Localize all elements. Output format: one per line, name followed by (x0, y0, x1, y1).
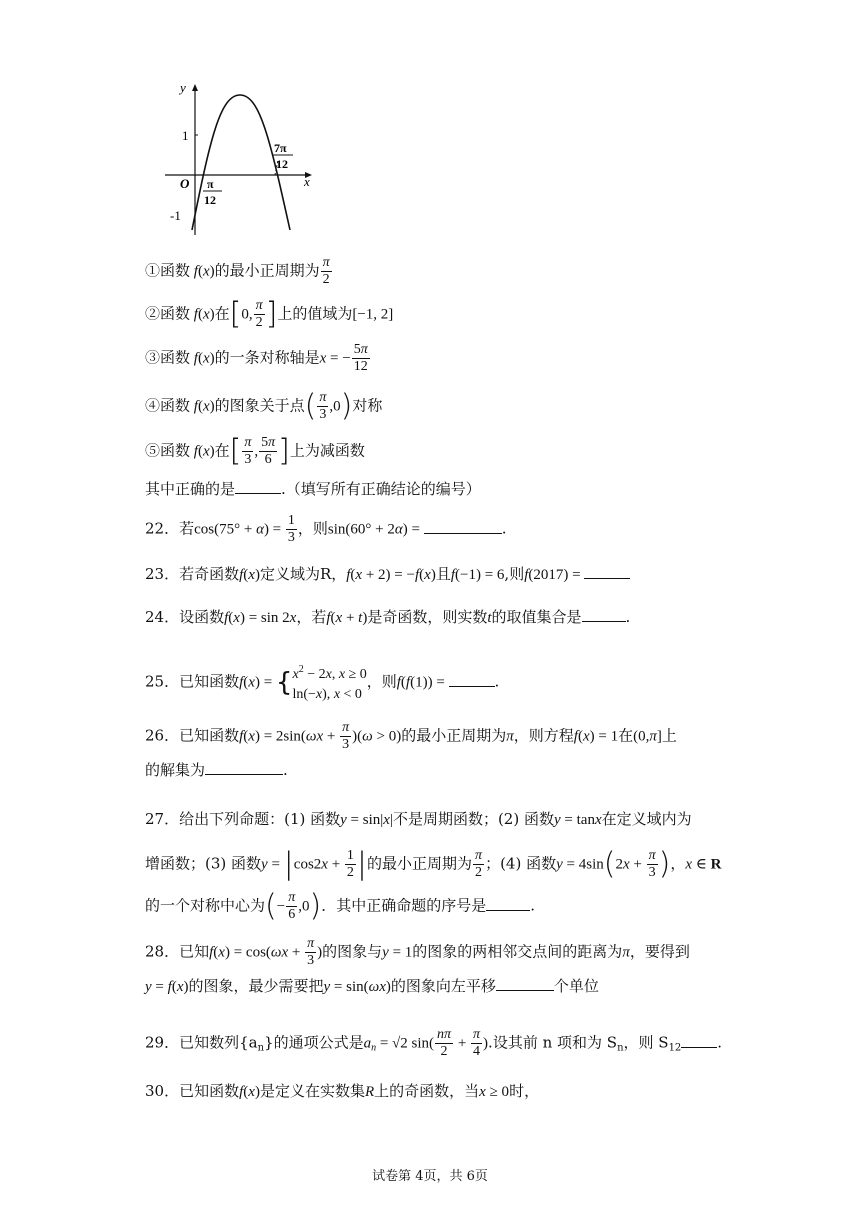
question-30: 30．已知函数f(x)是定义在实数集R上的奇函数，当x ≥ 0时， (145, 1082, 540, 1100)
q21-prompt: 其中正确的是 .（填写所有正确结论的编号） (145, 480, 481, 498)
statement-3: ③函数 f(x)的一条对称轴是x = − $\frac{5\pi}{12}$ (145, 342, 368, 374)
origin-label: O (180, 176, 190, 191)
function-graph (160, 80, 330, 240)
answer-blank[interactable] (205, 760, 283, 775)
y-label: y (180, 80, 186, 95)
zero2-num: 7π (274, 141, 287, 155)
answer-blank[interactable] (235, 479, 281, 494)
y-axis-arrow (192, 84, 198, 91)
page-footer: 试卷第 4页，共 6页 (372, 1169, 488, 1184)
tick-neg1-label: -1 (170, 208, 181, 223)
answer-blank[interactable] (424, 519, 502, 534)
answer-blank[interactable] (496, 976, 554, 991)
statement-4: ④函数 f(x)的图象关于点( $\frac{\pi}{3}$ ,0)对称 (145, 388, 383, 424)
zero1-den: 12 (204, 193, 216, 207)
question-22: 22．若cos(75° + α) = $\frac{1}{3}$ ，则sin(60° + 2α) = . (145, 513, 507, 545)
statement-1: ①函数 f(x)的最小正周期为 $\frac{\pi}{2}$ (145, 255, 330, 287)
answer-blank[interactable] (449, 672, 495, 687)
question-26: 26．已知函数f(x) = 2sin(ωx + $\frac{\pi}{3}$ )(ω > 0)的最小正周期为π，则方程f(x) = 1在(0,π]上 (145, 720, 677, 752)
answer-blank[interactable] (584, 564, 630, 579)
answer-blank[interactable] (486, 896, 530, 911)
question-27: 27．给出下列命题：(1) 函数y = sin|x|不是周期函数；(2) 函数y = tanx在定义域内为 (145, 810, 692, 828)
question-26-line2: 的解集为 . (145, 761, 288, 779)
question-23: 23．若奇函数f(x)定义域为R，f(x + 2) = −f(x)且f(−1) = 6,则f(2017) = (145, 563, 630, 586)
statement-5: ⑤函数 f(x)在[ $\frac{\pi}{3}$ , $\frac{5\pi}{6}$ ]上为减函数 (145, 433, 365, 469)
question-25: 25．已知函数$f(x) = \{x^2 - 2x$, x ≥ 0 ln(−x), x < 0，则f(f(1)) = . (145, 664, 500, 702)
answer-blank[interactable] (681, 1033, 717, 1048)
x-label: x (304, 174, 310, 189)
question-28: 28．已知f(x) = cos(ωx + $\frac{\pi}{3}$ )的图象与y = 1的图象的两相邻交点间的距离为π，要得到 (145, 936, 690, 968)
tick-1-label: 1 (182, 128, 189, 143)
statement-2: ②函数 f(x)在[0, $\frac{\pi}{2}$ ]上的值域为[−1, 2] (145, 296, 394, 332)
zero2-den: 12 (276, 157, 288, 171)
question-28-line2: y = f(x)的图象，最少需要把y = sin(ωx)的图象向左平移 个单位 (145, 977, 599, 995)
zero1-num: π (207, 177, 214, 191)
answer-blank[interactable] (582, 607, 626, 622)
question-24: 24．设函数f(x) = sin 2x，若f(x + t)是奇函数，则实数t的取值集合是 . (145, 608, 631, 626)
question-27-line2: 增函数；(3) 函数y = |cos2x + $\frac{1}{2}$ |的最小正周期为 $\frac{\pi}{2}$ ；(4) 函数y = 4sin(2x + $\frac{\pi}{3}$ )，x ∈ R (145, 846, 722, 882)
question-29: 29．已知数列$\{a_n\}$的通项公式是$a_n = √2$ sin( $\frac{n\pi}{2}$ + $\frac{\pi}{4}$ ).设其前 n 项和为 $S_n$，则 $S_{12}$ . (145, 1027, 723, 1059)
question-27-line3: 的一个对称中心为(− $\frac{\pi}{6}$ ,0)．其中正确命题的序号是 . (145, 888, 535, 924)
